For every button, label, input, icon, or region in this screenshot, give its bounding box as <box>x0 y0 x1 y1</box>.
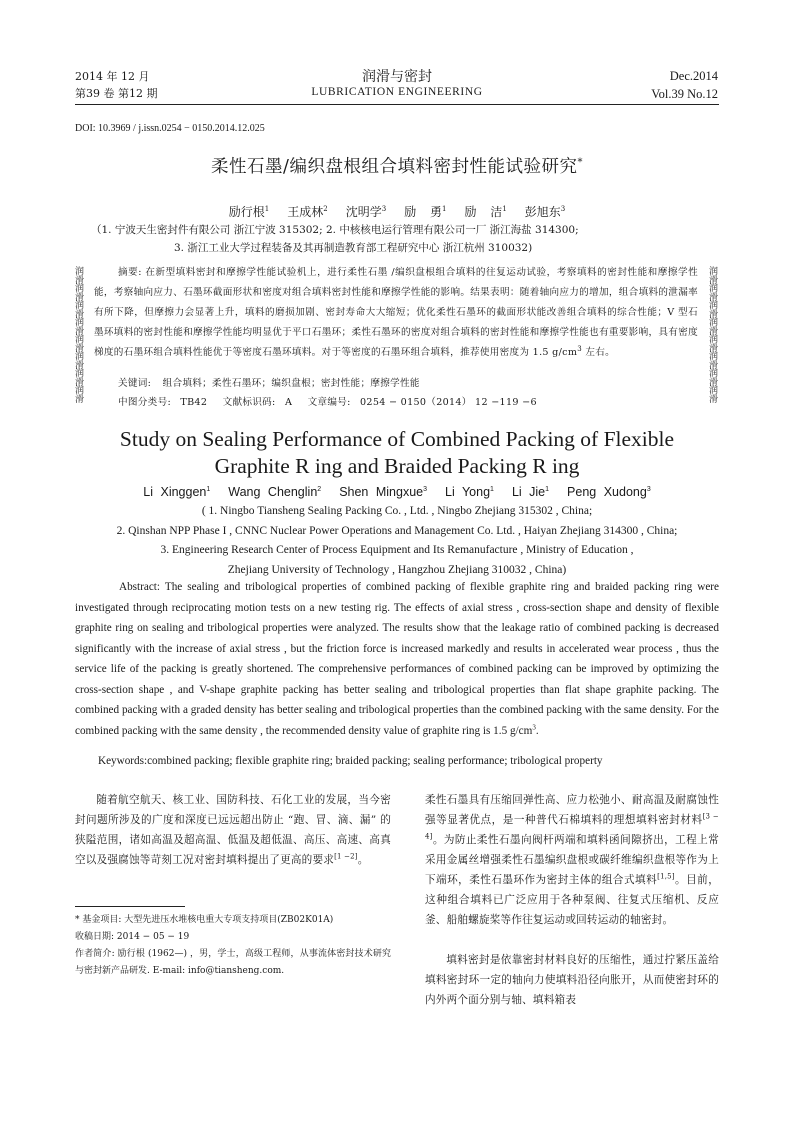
en-author-name: Wang Chenglin <box>228 485 318 499</box>
body-right-paragraph-2: 填料密封是依靠密封材料良好的压缩性，通过拧紧压盖给填料密封环一定的轴向力使填料沿径向胀开，从而使密封环的内外两个面分别与轴、填料箱表 <box>425 954 719 1006</box>
en-author-name: Shen Mingxue <box>339 485 424 499</box>
cn-author <box>404 205 446 219</box>
abstract-en-label: Abstract: <box>119 581 161 593</box>
abstract-en-end: . <box>535 724 539 737</box>
author-text: 励行根 (1962—) ，男，学士，高级工程师，从事流体密封技术研究与密封新产品研发. E-mail: info@tiansheng.com. <box>75 949 391 976</box>
body-right-ref-1: [3 − 4] <box>425 812 719 841</box>
en-author-sup: 3 <box>423 485 428 493</box>
article-value: 0254 − 0150（2014） 12 −119 −6 <box>360 397 537 408</box>
cn-author-name: 励行根 <box>228 205 265 219</box>
doc-value: A <box>284 397 293 408</box>
affiliation-cn-1: （1. 宁波天生密封件有限公司 浙江宁波 315302; 2. 中核核电运行管理有限公司一厂 浙江海盐 314300; <box>91 224 579 236</box>
cn-author-name: 沈明学 <box>345 205 382 219</box>
cn-author-sup: 3 <box>381 205 387 213</box>
class-label: 中图分类号: <box>118 397 172 408</box>
en-author-name: Li Xinggen <box>143 485 207 499</box>
side-mark-right: 润滑润滑润滑润滑润滑润滑润滑润滑 <box>709 267 719 405</box>
title-en-line1: Study on Sealing Performance of Combined Packing of Flexible <box>119 427 675 451</box>
fund-text: 大型先进压水堆核电重大专项支持项目(ZB02K01A) <box>124 915 334 925</box>
body-left-text: 随着航空航天、核工业、国防科技、石化工业的发展，当今密封问题所涉及的广度和深度已远远超出防止 “跑、冒、滴、漏” 的狭隘范围，诸如高温及超高温、低温及超低温、高压、高速、高真空以及强腐蚀等苛刻工况对密封填料提出了更高的要求 <box>75 794 391 866</box>
affiliation-en-line: ( 1. Ningbo Tiansheng Sealing Packing Co. , Ltd. , Ningbo Zhejiang 315302 , China; <box>201 505 593 517</box>
keywords-en-label: Keywords: <box>98 755 148 767</box>
footnote <box>75 912 391 980</box>
abstract-cn-text: 在新型填料密封和摩擦学性能试验机上，进行柔性石墨 /编织盘根组合填料的往复运动试验，考察填料的密封性能和摩擦学性能，考察轴向应力、石墨环截面形状和密度对组合填料密封性能和摩擦学性能的影响。结果表明：随着轴向应力的增加，组合填料的泄漏率有所下降，但摩擦力会显著上升，填料的磨损加剧、密封寿命大大缩短；优化柔性石墨环的截面形状能改善组合填料的综合性能；V 型石墨环填料的密封性能和摩擦学性能均明显优于平口石墨环；柔性石墨环的密度对组合填料的密封性能和摩擦学性能也有重要影响，具有密度梯度的石墨环组合填料性能优于等密度石墨环填料。对于等密度的石墨环组合填料，推荐使用密度为 1.5 g/cm <box>94 267 698 358</box>
header-volume-en: Vol.39 No.12 <box>651 87 718 101</box>
body-right-paragraph-1 <box>425 790 719 930</box>
cn-author-name: 励 勇 <box>404 205 443 219</box>
affiliation-en-line: Zhejiang University of Technology , Hangzhou Zhejiang 310032 , China) <box>227 563 567 576</box>
cn-author-sup: 1 <box>502 205 507 213</box>
cn-author-sup: 2 <box>323 205 328 213</box>
body-left-end: 。 <box>357 854 369 866</box>
footnote-rule <box>75 906 185 907</box>
affiliation-cn-2: 3. 浙江工业大学过程装备及其再制造教育部工程研究中心 浙江杭州 310032) <box>174 242 533 254</box>
author-label: 作者简介: <box>75 949 115 959</box>
cn-author <box>287 205 327 219</box>
cn-author <box>229 205 269 219</box>
footnote-fund <box>75 912 391 929</box>
footnote-author <box>75 946 391 980</box>
recv-label: 收稿日期: <box>75 932 115 942</box>
title-en-line2: Graphite R ing and Braided Packing R ing <box>214 454 580 478</box>
side-mark-left: 润滑润滑润滑润滑润滑润滑润滑润滑 <box>75 267 85 405</box>
header-date-cn: 2014 年 12 月 <box>75 70 150 83</box>
abstract-cn <box>94 263 698 363</box>
journal-title-en: LUBRICATION ENGINEERING <box>311 86 483 98</box>
keywords-en-text: combined packing; flexible graphite ring; braided packing; sealing performance; tribological property <box>147 755 603 767</box>
title-cn <box>0 153 794 178</box>
en-author <box>567 485 651 499</box>
en-author-sup: 1 <box>206 485 211 493</box>
doi: DOI: 10.3969 / j.issn.0254 − 0150.2014.12.025 <box>75 123 265 134</box>
abstract-cn-end: 左右。 <box>582 347 616 358</box>
en-author <box>512 485 549 499</box>
authors-en <box>0 485 794 499</box>
cn-author-name: 彭旭东 <box>524 205 561 219</box>
fund-label: * 基金项目: <box>75 915 122 925</box>
keywords-en <box>98 751 718 772</box>
affiliations-en <box>0 502 794 580</box>
body-right-ref-2: [1,5] <box>657 872 675 881</box>
en-author-name: Li Jie <box>511 485 546 499</box>
body-right-text-b: 。为防止柔性石墨向阀杆两端和填料函间隙挤出，工程上常采用金属丝增强柔性石墨编织盘根或碳纤维编织盘根等作为上下端环，柔性石墨环作为密封主体的组合式填料 <box>425 834 719 886</box>
header-rule <box>75 104 719 105</box>
cn-author-name: 励 洁 <box>464 205 503 219</box>
cn-author <box>464 205 506 219</box>
cn-author-sup: 1 <box>442 205 447 213</box>
body-right-text-a: 柔性石墨具有压缩回弹性高、应力松弛小、耐高温及耐腐蚀性强等显著优点，是一种普代石棉填料的理想填料密封材料 <box>425 794 719 826</box>
class-value: TB42 <box>180 397 208 408</box>
en-author-sup: 1 <box>490 485 494 493</box>
affiliation-en-line: 2. Qinshan NPP Phase I , CNNC Nuclear Power Operations and Management Co. Ltd. , Haiyan Zhejiang 314300 , China; <box>116 524 678 537</box>
header-date-en: Dec.2014 <box>669 69 718 83</box>
affiliation-en-line: 3. Engineering Research Center of Process Equipment and Its Remanufacture , Ministry of Education , <box>160 544 634 556</box>
en-author-sup: 3 <box>646 485 651 493</box>
en-author-sup: 1 <box>545 485 550 493</box>
keywords-cn-label: 关键词: <box>118 378 152 389</box>
keywords-cn <box>118 374 698 394</box>
cn-author-sup: 3 <box>560 205 566 213</box>
authors-cn <box>0 203 794 220</box>
body-left-paragraph <box>75 790 391 870</box>
cn-author <box>525 205 565 219</box>
en-author <box>339 485 427 499</box>
classification-cn <box>118 393 698 413</box>
en-author <box>143 485 210 499</box>
title-cn-text: 柔性石墨/编织盘根组合填料密封性能试验研究 <box>211 157 578 177</box>
abstract-en <box>75 577 719 741</box>
body-right-text-c: 。目前，这种组合填料已广泛应用于各种泵阀、往复式压缩机、反应釜、船舶螺旋桨等作往复运动或回转运动的轴密封。 <box>425 874 719 926</box>
journal-title-cn: 润滑与密封 <box>362 69 432 85</box>
body-left-ref: [1 −2] <box>334 852 358 861</box>
cn-author-sup: 1 <box>264 205 270 213</box>
cn-author <box>346 205 386 219</box>
abstract-cn-label: 摘要: <box>118 267 142 278</box>
en-author-sup: 2 <box>317 485 322 493</box>
header-volume-cn: 第39 卷 第12 期 <box>75 87 158 100</box>
en-author-name: Peng Xudong <box>567 485 647 499</box>
keywords-cn-text: 组合填料；柔性石墨环；编织盘根；密封性能；摩擦学性能 <box>162 378 420 389</box>
doc-label: 文献标识码: <box>222 397 276 408</box>
en-author-name: Li Yong <box>445 485 491 499</box>
abstract-en-sup: 3 <box>532 722 536 731</box>
footnote-received <box>75 929 391 946</box>
abstract-cn-sup: 3 <box>577 344 582 353</box>
title-mark: * <box>577 157 583 169</box>
cn-author-name: 王成林 <box>287 205 324 219</box>
recv-text: 2014 − 05 − 19 <box>116 932 190 942</box>
en-author <box>228 485 321 499</box>
en-author <box>445 485 494 499</box>
abstract-en-text: The sealing and tribological properties of combined packing of flexible graphite ring and braided packing ring were investigated through reciprocating motion tests on a new testing rig. The effects of axial stress , cross-section shape and density of flexible graphite ring on sealing and tribological properties were analyzed. The results show that the leakage ratio of combined packing is decreased significantly with the increase of axial stress , but the friction force is increased markedly and results in accelerated wear process , thus the service life of the packing is greatly shortened. The comprehensive performances of combined packing can be improved by optimizing the cross-section shape , and V-shape graphite packing has better sealing and tribological properties than flat shape graphite packing. The combined packing with a graded density has better sealing and tribological properties than the combined packing with the same density. For the combined packing with the same density , the recommended density value of graphite ring is 1.5 g/cm <box>75 581 719 737</box>
article-label: 文章编号: <box>307 397 351 408</box>
